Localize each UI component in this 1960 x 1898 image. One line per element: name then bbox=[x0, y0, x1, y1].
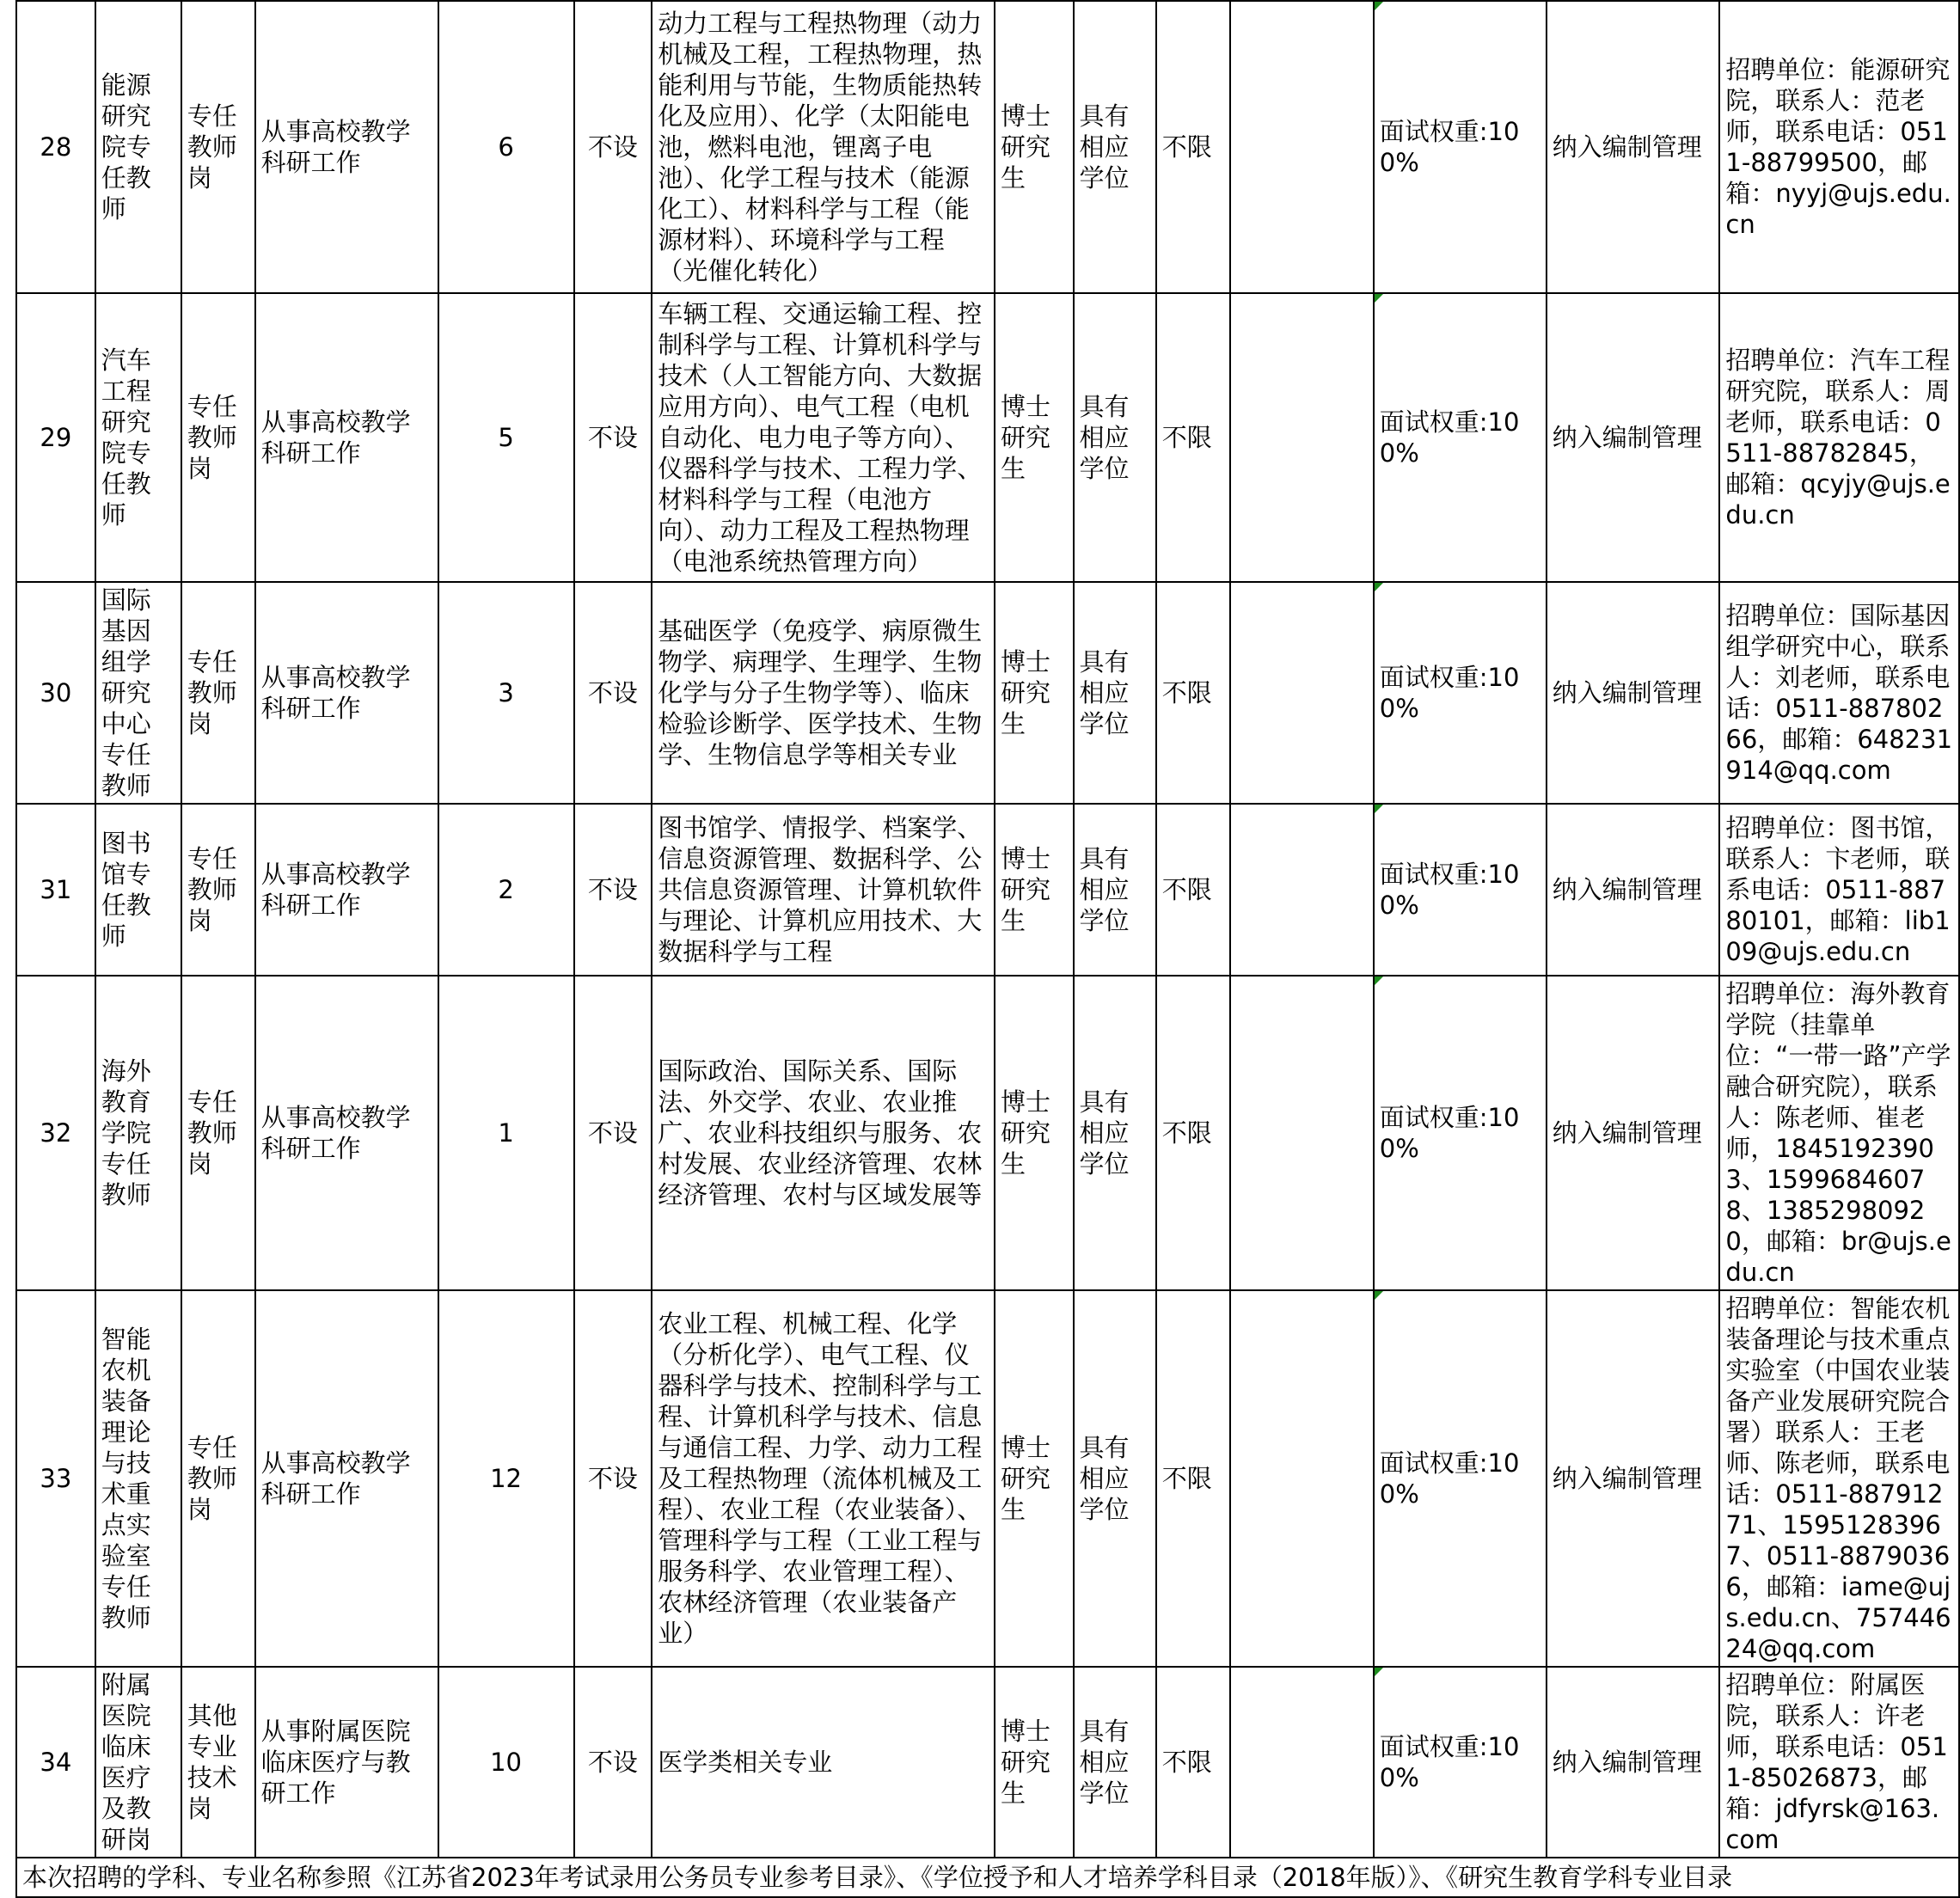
post-duty: 从事高校教学科研工作 bbox=[255, 804, 438, 976]
other-requirement bbox=[1230, 1667, 1374, 1858]
other-requirement bbox=[1230, 1290, 1374, 1667]
row-number: 33 bbox=[16, 1290, 95, 1667]
recruit-count: 1 bbox=[438, 976, 574, 1290]
exam-method-text: 面试权重:100% bbox=[1379, 407, 1520, 468]
degree-requirement: 具有相应学位 bbox=[1074, 1, 1156, 293]
management-type: 纳入编制管理 bbox=[1547, 293, 1720, 582]
contact-info: 招聘单位：能源研究院，联系人：范老师，联系电话：0511-88799500，邮箱：nyyj@ujs.edu.cn bbox=[1719, 1, 1959, 293]
recruit-count: 12 bbox=[438, 1290, 574, 1667]
politics-requirement: 不限 bbox=[1156, 1, 1230, 293]
education-requirement: 博士研究生 bbox=[995, 1667, 1074, 1858]
row-number: 34 bbox=[16, 1667, 95, 1858]
politics-requirement: 不限 bbox=[1156, 582, 1230, 804]
politics-requirement: 不限 bbox=[1156, 1290, 1230, 1667]
degree-requirement: 具有相应学位 bbox=[1074, 1290, 1156, 1667]
management-type: 纳入编制管理 bbox=[1547, 1, 1720, 293]
table-row bbox=[16, 804, 1959, 976]
post-duty: 从事高校教学科研工作 bbox=[255, 976, 438, 1290]
degree-requirement: 具有相应学位 bbox=[1074, 293, 1156, 582]
comment-marker-icon bbox=[1375, 294, 1383, 303]
exam-method bbox=[1374, 293, 1547, 582]
other-requirement bbox=[1230, 804, 1374, 976]
post-name: 能源研究院专任教师 bbox=[95, 1, 181, 293]
comment-marker-icon bbox=[1375, 1668, 1383, 1676]
education-requirement: 博士研究生 bbox=[995, 1290, 1074, 1667]
row-number: 30 bbox=[16, 582, 95, 804]
post-duty: 从事附属医院临床医疗与教研工作 bbox=[255, 1667, 438, 1858]
major-requirement: 车辆工程、交通运输工程、控制科学与工程、计算机科学与技术（人工智能方向、大数据应用方向）、电气工程（电机自动化、电力电子等方向）、仪器科学与技术、工程力学、材料科学与工程（电池方向）、动力工程及工程热物理（电池系统热管理方向） bbox=[652, 293, 995, 582]
major-requirement: 国际政治、国际关系、国际法、外交学、农业、农业推广、农业科技组织与服务、农村发展、农业经济管理、农林经济管理、农村与区域发展等 bbox=[652, 976, 995, 1290]
contact-info: 招聘单位：附属医院，联系人：许老师，联系电话：0511-85026873，邮箱：jdfyrsk@163.com bbox=[1719, 1667, 1959, 1858]
post-name: 附属医院临床医疗及教研岗 bbox=[95, 1667, 181, 1858]
comment-marker-icon bbox=[1375, 1291, 1383, 1300]
footer-note: 本次招聘的学科、专业名称参照《江苏省2023年考试录用公务员专业参考目录》、《学位授予和人才培养学科目录（2018年版）》、《研究生教育学科专业目录 bbox=[16, 1858, 1959, 1897]
age-requirement: 不设 bbox=[574, 1290, 652, 1667]
exam-method bbox=[1374, 1290, 1547, 1667]
comment-marker-icon bbox=[1375, 2, 1383, 10]
exam-method-text: 面试权重:100% bbox=[1379, 117, 1520, 177]
management-type: 纳入编制管理 bbox=[1547, 1667, 1720, 1858]
exam-method-text: 面试权重:100% bbox=[1379, 1448, 1520, 1509]
politics-requirement: 不限 bbox=[1156, 976, 1230, 1290]
post-category: 专任教师岗 bbox=[181, 582, 255, 804]
age-requirement: 不设 bbox=[574, 804, 652, 976]
row-number: 32 bbox=[16, 976, 95, 1290]
exam-method bbox=[1374, 804, 1547, 976]
education-requirement: 博士研究生 bbox=[995, 1, 1074, 293]
recruitment-table bbox=[15, 0, 1960, 1898]
recruit-count: 6 bbox=[438, 1, 574, 293]
comment-marker-icon bbox=[1375, 805, 1383, 813]
education-requirement: 博士研究生 bbox=[995, 293, 1074, 582]
post-name: 汽车工程研究院专任教师 bbox=[95, 293, 181, 582]
degree-requirement: 具有相应学位 bbox=[1074, 582, 1156, 804]
age-requirement: 不设 bbox=[574, 1, 652, 293]
management-type: 纳入编制管理 bbox=[1547, 804, 1720, 976]
table-row bbox=[16, 1667, 1959, 1858]
row-number: 28 bbox=[16, 1, 95, 293]
contact-info: 招聘单位：海外教育学院（挂靠单位：“一带一路”产学融合研究院），联系人：陈老师、崔老师，18451923903、15996846078、13852980920，邮箱：br@ujs.edu.cn bbox=[1719, 976, 1959, 1290]
table-row bbox=[16, 582, 1959, 804]
contact-info: 招聘单位：智能农机装备理论与技术重点实验室（中国农业装备产业发展研究院合署）联系人：王老师、陈老师，联系电话：0511-88791271、15951283967、0511-88790366，邮箱：iame@ujs.edu.cn、75744624@qq.com bbox=[1719, 1290, 1959, 1667]
other-requirement bbox=[1230, 976, 1374, 1290]
exam-method bbox=[1374, 1, 1547, 293]
politics-requirement: 不限 bbox=[1156, 1667, 1230, 1858]
post-category: 其他专业技术岗 bbox=[181, 1667, 255, 1858]
major-requirement: 图书馆学、情报学、档案学、信息资源管理、数据科学、公共信息资源管理、计算机软件与理论、计算机应用技术、大数据科学与工程 bbox=[652, 804, 995, 976]
education-requirement: 博士研究生 bbox=[995, 804, 1074, 976]
education-requirement: 博士研究生 bbox=[995, 582, 1074, 804]
education-requirement: 博士研究生 bbox=[995, 976, 1074, 1290]
age-requirement: 不设 bbox=[574, 1667, 652, 1858]
row-number: 29 bbox=[16, 293, 95, 582]
exam-method bbox=[1374, 1667, 1547, 1858]
major-requirement: 医学类相关专业 bbox=[652, 1667, 995, 1858]
exam-method bbox=[1374, 582, 1547, 804]
recruit-count: 10 bbox=[438, 1667, 574, 1858]
other-requirement bbox=[1230, 582, 1374, 804]
other-requirement bbox=[1230, 293, 1374, 582]
exam-method-text: 面试权重:100% bbox=[1379, 1732, 1520, 1792]
exam-method-text: 面试权重:100% bbox=[1379, 663, 1520, 723]
degree-requirement: 具有相应学位 bbox=[1074, 1667, 1156, 1858]
table-row bbox=[16, 293, 1959, 582]
post-category: 专任教师岗 bbox=[181, 1290, 255, 1667]
contact-info: 招聘单位：汽车工程研究院，联系人：周老师，联系电话：0511-88782845，邮箱：qcyjy@ujs.edu.cn bbox=[1719, 293, 1959, 582]
post-name: 海外教育学院专任教师 bbox=[95, 976, 181, 1290]
post-duty: 从事高校教学科研工作 bbox=[255, 1290, 438, 1667]
age-requirement: 不设 bbox=[574, 293, 652, 582]
age-requirement: 不设 bbox=[574, 582, 652, 804]
post-category: 专任教师岗 bbox=[181, 293, 255, 582]
management-type: 纳入编制管理 bbox=[1547, 1290, 1720, 1667]
recruit-count: 2 bbox=[438, 804, 574, 976]
recruit-count: 5 bbox=[438, 293, 574, 582]
politics-requirement: 不限 bbox=[1156, 804, 1230, 976]
row-number: 31 bbox=[16, 804, 95, 976]
major-requirement: 农业工程、机械工程、化学（分析化学）、电气工程、仪器科学与技术、控制科学与工程、计算机科学与技术、信息与通信工程、力学、动力工程及工程热物理（流体机械及工程）、农业工程（农业装备）、管理科学与工程（工业工程与服务科学、农业管理工程）、农林经济管理（农业装备产业） bbox=[652, 1290, 995, 1667]
age-requirement: 不设 bbox=[574, 976, 652, 1290]
post-duty: 从事高校教学科研工作 bbox=[255, 293, 438, 582]
degree-requirement: 具有相应学位 bbox=[1074, 976, 1156, 1290]
post-duty: 从事高校教学科研工作 bbox=[255, 1, 438, 293]
contact-info: 招聘单位：图书馆，联系人：卞老师，联系电话：0511-88780101，邮箱：lib109@ujs.edu.cn bbox=[1719, 804, 1959, 976]
comment-marker-icon bbox=[1375, 977, 1383, 985]
post-name: 国际基因组学研究中心专任教师 bbox=[95, 582, 181, 804]
politics-requirement: 不限 bbox=[1156, 293, 1230, 582]
exam-method-text: 面试权重:100% bbox=[1379, 1103, 1520, 1163]
table-row bbox=[16, 976, 1959, 1290]
exam-method-text: 面试权重:100% bbox=[1379, 860, 1520, 920]
post-category: 专任教师岗 bbox=[181, 1, 255, 293]
table-row bbox=[16, 1, 1959, 293]
major-requirement: 基础医学（免疫学、病原微生物学、病理学、生理学、生物化学与分子生物学等）、临床检验诊断学、医学技术、生物学、生物信息学等相关专业 bbox=[652, 582, 995, 804]
post-duty: 从事高校教学科研工作 bbox=[255, 582, 438, 804]
degree-requirement: 具有相应学位 bbox=[1074, 804, 1156, 976]
exam-method bbox=[1374, 976, 1547, 1290]
post-name: 智能农机装备理论与技术重点实验室专任教师 bbox=[95, 1290, 181, 1667]
management-type: 纳入编制管理 bbox=[1547, 582, 1720, 804]
post-category: 专任教师岗 bbox=[181, 804, 255, 976]
major-requirement: 动力工程与工程热物理（动力机械及工程，工程热物理，热能利用与节能，生物质能热转化及应用）、化学（太阳能电池，燃料电池，锂离子电池）、化学工程与技术（能源化工）、材料科学与工程（能源材料）、环境科学与工程（光催化转化） bbox=[652, 1, 995, 293]
comment-marker-icon bbox=[1375, 583, 1383, 591]
recruit-count: 3 bbox=[438, 582, 574, 804]
contact-info: 招聘单位：国际基因组学研究中心，联系人：刘老师，联系电话：0511-88780266，邮箱：648231914@qq.com bbox=[1719, 582, 1959, 804]
table-row bbox=[16, 1290, 1959, 1667]
management-type: 纳入编制管理 bbox=[1547, 976, 1720, 1290]
post-name: 图书馆专任教师 bbox=[95, 804, 181, 976]
other-requirement bbox=[1230, 1, 1374, 293]
post-category: 专任教师岗 bbox=[181, 976, 255, 1290]
